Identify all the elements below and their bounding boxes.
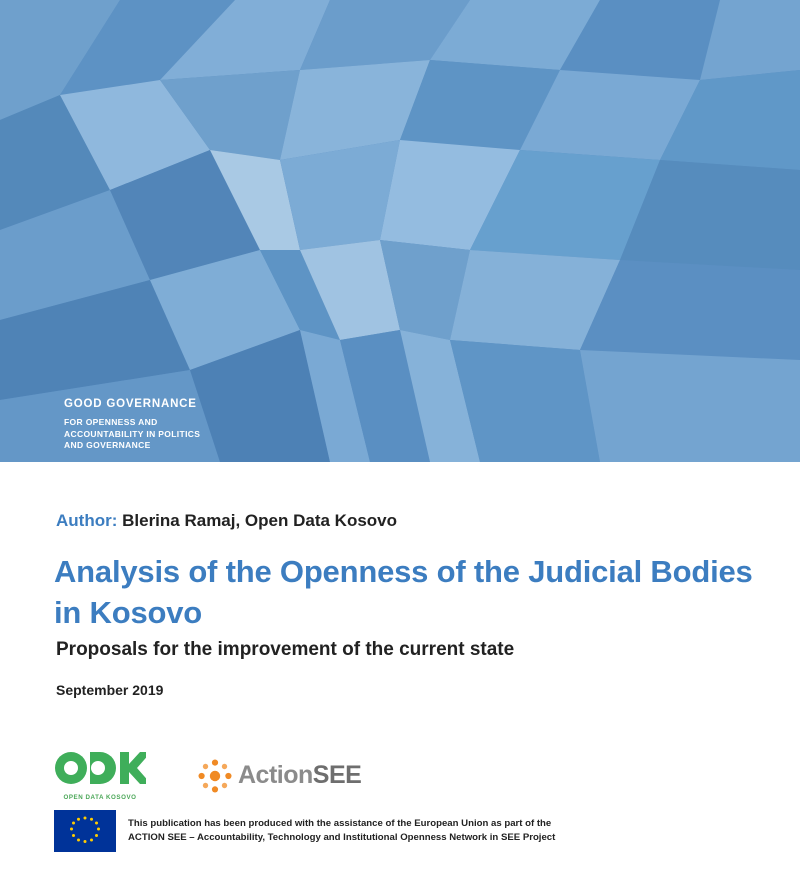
publication-date: September 2019 (56, 682, 164, 698)
actionsee-word-see: SEE (312, 761, 362, 789)
actionsee-logo (198, 759, 361, 793)
good-governance-subtitle-line-1: FOR OPENNESS AND (64, 417, 158, 428)
eu-disclaimer-line-1: This publication has been produced with the assistance of the European Union as part of the (128, 818, 552, 830)
logo-row (54, 750, 361, 801)
author-label: Author: (56, 511, 118, 530)
eu-disclaimer (54, 810, 555, 852)
author-line (56, 511, 397, 531)
page-title: Analysis of the Openness of the Judicial Bodies in Kosovo (54, 554, 753, 630)
good-governance-subtitle (64, 417, 200, 451)
good-governance-title: GOOD GOVERNANCE (64, 398, 197, 410)
eu-flag-stars (54, 810, 116, 852)
eu-flag-icon (54, 810, 116, 852)
odk-logo-mark (54, 750, 146, 786)
good-governance-subtitle-line-2: ACCOUNTABILITY IN POLITICS (64, 428, 201, 439)
page-subtitle: Proposals for the improvement of the current state (56, 639, 515, 660)
eu-disclaimer-text (128, 817, 555, 845)
actionsee-logo-mark (198, 759, 232, 793)
eu-disclaimer-line-2: ACTION SEE – Accountability, Technology and Institutional Openness Network in SEE Project (128, 832, 556, 843)
good-governance-subtitle-line-3: AND GOVERNANCE (64, 440, 151, 450)
author-name: Blerina Ramaj, Open Data Kosovo (122, 511, 398, 530)
actionsee-logo-text (238, 761, 361, 790)
odk-logo-caption: OPEN DATA KOSOVO (63, 794, 137, 801)
odk-logo (54, 750, 146, 801)
actionsee-word-action: Action (238, 761, 313, 789)
hero-caption (64, 398, 200, 451)
